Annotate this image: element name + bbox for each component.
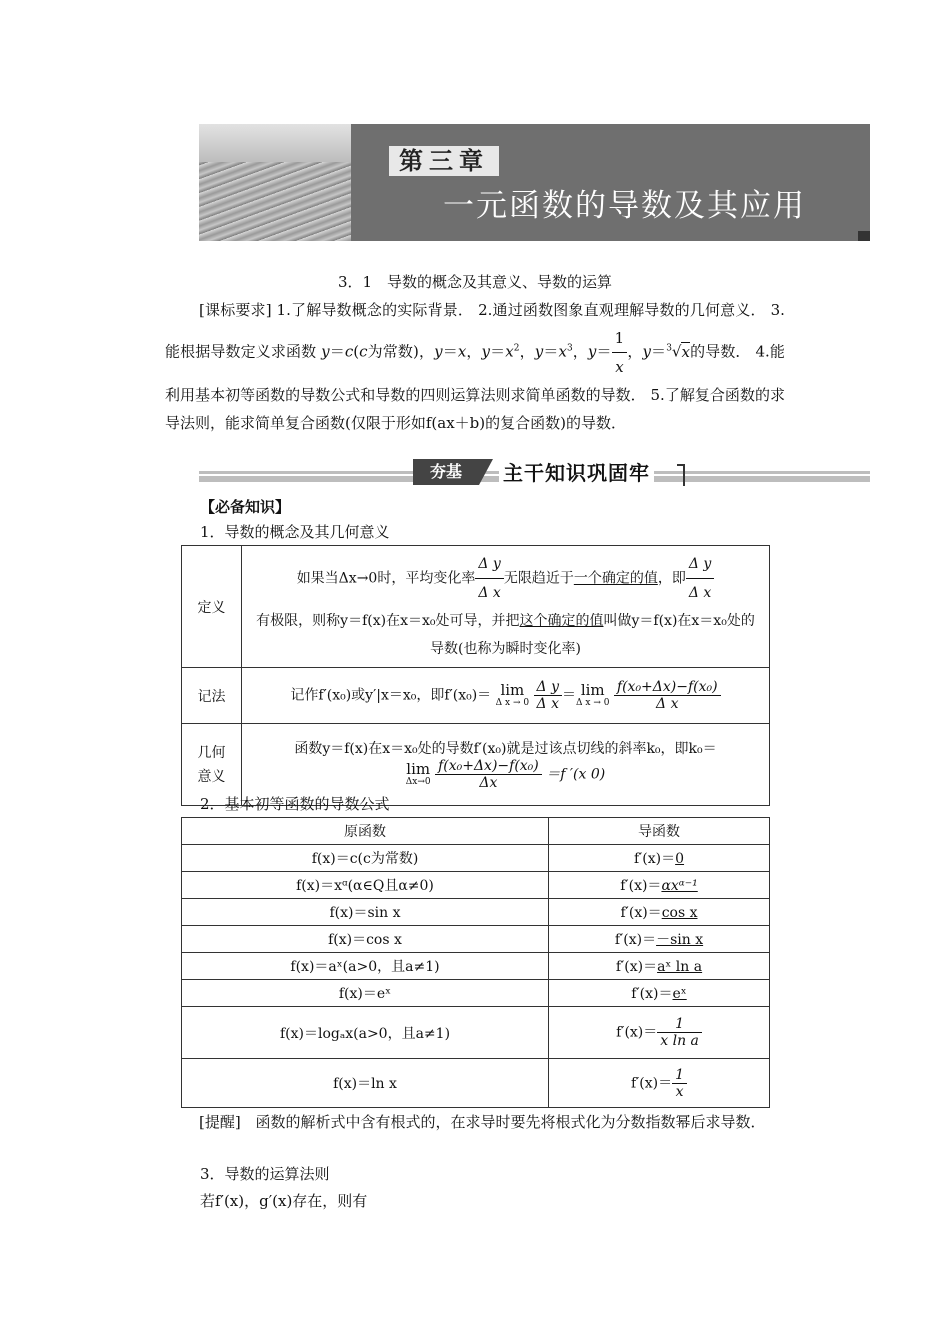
- notation-text: 记作f′(x₀)或y′|x＝x₀，即f′(x₀)＝: [290, 687, 492, 704]
- section-bar: [199, 458, 870, 486]
- original-fn: f(x)＝eˣ: [182, 980, 549, 1007]
- table-row: [182, 1059, 770, 1108]
- chapter-banner: [199, 124, 870, 241]
- derivative-fn: f′(x)＝ $\frac{1}{\text{x ln a}}$: [549, 1007, 770, 1059]
- derivative-fn: f′(x)＝－sin x: [549, 926, 770, 953]
- requirements-paragraph: [课标要求] 1.了解导数概念的实际背景． 2.通过函数图象直观理解导数的几何意义． 3.能根据导数定义求函数 y＝c(c为常数)，y＝x，$y=x^2$，$y=x^3$，y＝ $\frac{1}{x}$ ，y＝$^3$√x的导数． 4.能利用基本初等函数的导数公式和导数的四则运算法则求简单函数的导数． 5.了解复合函数的求导法则，能求简单复合函数(仅限于形如f(ax＋b)的复合函数)的导数．: [165, 301, 785, 432]
- table-row: [182, 899, 770, 926]
- part2-title: 2．基本初等函数的导数公式: [200, 795, 390, 813]
- requirement-3-formulas: y: [321, 342, 330, 361]
- geometry-quotient: $\frac{\text{f(x₀+Δx)−f(x₀)}}{\Delta x}$: [435, 758, 542, 791]
- derivative-concept-table: [181, 545, 770, 806]
- header-original: 原函数: [182, 818, 549, 845]
- banner-corner: [858, 231, 870, 241]
- derivative-fn: f′(x)＝eˣ: [549, 980, 770, 1007]
- part3-text: 若f′(x)，g′(x)存在，则有: [200, 1192, 368, 1210]
- limit-2: lim Δ x → 0: [576, 681, 610, 708]
- reminder-paragraph: [165, 1108, 785, 1136]
- table-row: [182, 980, 770, 1007]
- section-title: 3．1 导数的概念及其意义、导数的运算: [337, 273, 613, 291]
- notation-label: 记法: [182, 668, 242, 724]
- derivative-fn: f′(x)＝aˣ ln a: [549, 953, 770, 980]
- original-fn: f(x)＝aˣ(a>0，且a≠1): [182, 953, 549, 980]
- limit-3: lim Δx→0: [405, 760, 431, 787]
- knowledge-label: 【必备知识】: [200, 498, 291, 516]
- table-row: [182, 1007, 770, 1059]
- requirement-3a: 3.能根据导数定义求函数: [165, 301, 785, 361]
- table-row: [182, 953, 770, 980]
- requirement-3b: 的导数．: [689, 342, 751, 361]
- definition-text-d: 有极限，则称y＝f(x)在x＝x₀处可导，并把: [256, 613, 520, 629]
- original-fn: f(x)＝sin x: [182, 899, 549, 926]
- definition-label: 定义: [182, 546, 242, 668]
- chapter-label: 第三章: [389, 146, 499, 176]
- derivative-fn: f′(x)＝αxᵅ⁻¹: [549, 872, 770, 899]
- definition-cell: [242, 546, 770, 668]
- notation-cell: 记作f′(x₀)或y′|x＝x₀，即f′(x₀)＝ lim Δ x → 0 $\frac{\text{Δ y}}{\text{Δ x}}$ ＝ lim Δ x → 0 $\frac{\text{f(x₀+Δx)−f(x₀)}}{\text{Δ x}}$: [242, 668, 770, 724]
- table-row: [182, 546, 770, 668]
- part1-title: 1．导数的概念及其几何意义: [200, 523, 390, 541]
- requirement-1: 1.了解导数概念的实际背景．: [276, 301, 474, 319]
- definition-value: 一个确定的值: [573, 570, 658, 587]
- difference-quotient: $\frac{\text{f(x₀+Δx)−f(x₀)}}{\text{Δ x}}$: [614, 679, 721, 712]
- section-bar-tag: 夯基: [413, 459, 479, 485]
- table-row: [182, 926, 770, 953]
- definition-text-a: 如果当Δx→0时，平均变化率: [296, 570, 476, 587]
- derivative-fn: f′(x)＝0: [549, 845, 770, 872]
- reminder-tag: [提醒]: [199, 1113, 241, 1131]
- section-bar-heading: 主干知识巩固牢: [499, 457, 654, 486]
- ratio-fraction: $\frac{\text{Δ y}}{\text{Δ x}}$: [475, 550, 503, 607]
- derivative-fn: f′(x)＝ $\frac{1}{x}$: [549, 1059, 770, 1108]
- table-row: [182, 872, 770, 899]
- part3-title: 3．导数的运算法则: [200, 1165, 330, 1183]
- definition-text-c: ，即: [657, 570, 686, 587]
- header-derivative: 导函数: [549, 818, 770, 845]
- section-bar-arrow: [479, 459, 493, 485]
- geometry-label: 几何 意义: [182, 724, 242, 806]
- original-fn: f(x)＝xᵅ(α∈Q且α≠0): [182, 872, 549, 899]
- limit-1: lim Δ x → 0: [495, 681, 530, 708]
- definition-value2: 这个确定的值: [519, 613, 604, 629]
- original-fn: f(x)＝ln x: [182, 1059, 549, 1108]
- requirement-2: 2.通过函数图象直观理解导数的几何意义．: [478, 301, 766, 319]
- reciprocal-fraction: $\frac{1}{x}$: [612, 324, 628, 381]
- table-row: [182, 845, 770, 872]
- chapter-title: 一元函数的导数及其应用: [443, 188, 806, 224]
- requirement-5: 5.了解复合函数的求导法则，能求简单复合函数(仅限于形如f(ax＋b)的复合函数)的导数．: [165, 386, 785, 432]
- original-fn: f(x)＝c(c为常数): [182, 845, 549, 872]
- original-fn: f(x)＝logₐx(a>0，且a≠1): [182, 1007, 549, 1059]
- geometry-text: 函数y＝f(x)在x＝x₀处的导数f′(x₀)就是过该点切线的斜率k₀，即k₀＝: [294, 741, 717, 757]
- notation-ratio: $\frac{\text{Δ y}}{\text{Δ x}}$: [534, 679, 562, 712]
- table-header-row: [182, 818, 770, 845]
- derivative-fn: f′(x)＝cos x: [549, 899, 770, 926]
- table-row: [182, 668, 770, 724]
- requirements-tag: [课标要求]: [199, 301, 272, 319]
- derivative-formula-table: [181, 817, 770, 1108]
- original-fn: f(x)＝cos x: [182, 926, 549, 953]
- terrace-photo-sky: [199, 124, 351, 162]
- section-bar-bracket-icon: [677, 464, 685, 486]
- ratio-fraction-2: $\frac{\text{Δ y}}{\text{Δ x}}$: [686, 550, 714, 607]
- reminder-text: 函数的解析式中含有根式的，在求导时要先将根式化为分数指数幂后求导数．: [255, 1113, 766, 1131]
- definition-text-e: 叫做y＝f(x)在x＝x₀处的导数(也称为瞬时变化率): [430, 613, 755, 657]
- definition-text-b: 无限趋近于: [503, 570, 574, 587]
- requirement-4: 4.能利用基本初等函数的导数公式和导数的四则运算法则求简单函数的导数．: [165, 342, 785, 404]
- geometry-result: ＝f ′(x 0): [546, 766, 606, 783]
